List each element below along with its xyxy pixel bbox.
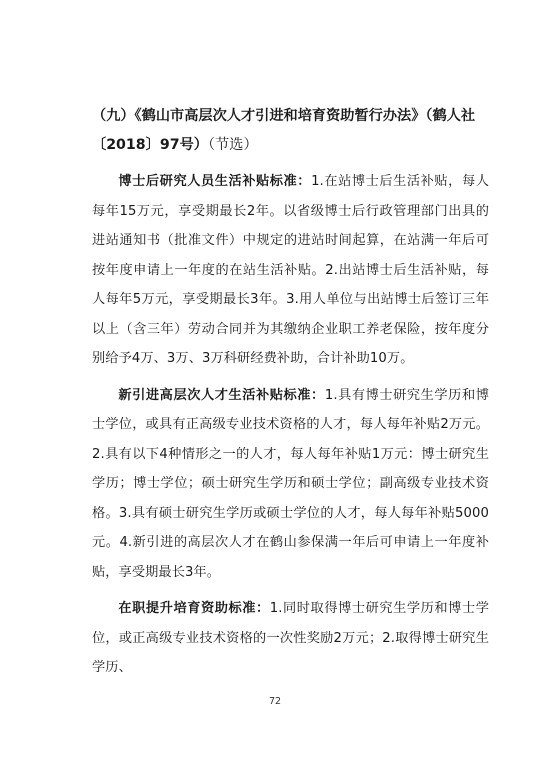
paragraph-text: 1.具有博士研究生学历和博士学位，或具有正高级专业技术资格的人才，每人每年补贴2万元。2.具有以下4种情形之一的人才，每人每年补贴1万元：博士研究生学历；博士学位；硕士研究生学历和硕士学位；副高级专业技术资格。3.具有硕士研究生学历或硕士学位的人才，每人每年补贴5000元。4.新引进的高层次人才在鹤山参保满一年后可申请上一年度补贴，享受期最长3年。	[92, 387, 489, 580]
paragraph-lead: 在职提升培育资助标准：	[118, 601, 270, 616]
section-heading-note: （节选）	[207, 137, 258, 153]
document-body	[92, 102, 489, 690]
paragraph-text: 1.在站博士后生活补贴，每人每年15万元，享受期最长2年。以省级博士后行政管理部门出具的进站通知书（批准文件）中规定的进站时间起算，在站满一年后可按年度申请上一年度的在站生活补贴。2.出站博士后生活补贴，每人每年5万元，享受期最长3年。3.用人单位与出站博士后签订三年以上（含三年）劳动合同并为其缴纳企业职工养老保险，按年度分别给予4万、3万、3万科研经费补助，合计补助10万。	[92, 174, 489, 366]
paragraph-lead: 博士后研究人员生活补贴标准：	[118, 174, 312, 189]
paragraph-in-service-funding	[92, 594, 489, 683]
section-heading	[92, 102, 489, 160]
page-number: 72	[268, 696, 282, 707]
section-heading-title: （九）《鹤山市高层次人才引进和培育资助暂行办法》（鹤人社〔2018〕97号）	[92, 108, 476, 153]
paragraph-text: 1.同时取得博士研究生学历和博士学位，或正高级专业技术资格的一次性奖励2万元；2.取得博士研究生学历、	[92, 601, 489, 675]
paragraph-lead: 新引进高层次人才生活补贴标准：	[118, 387, 325, 403]
paragraph-postdoc-subsidy	[92, 167, 489, 374]
paragraph-new-talent-subsidy	[92, 381, 489, 588]
